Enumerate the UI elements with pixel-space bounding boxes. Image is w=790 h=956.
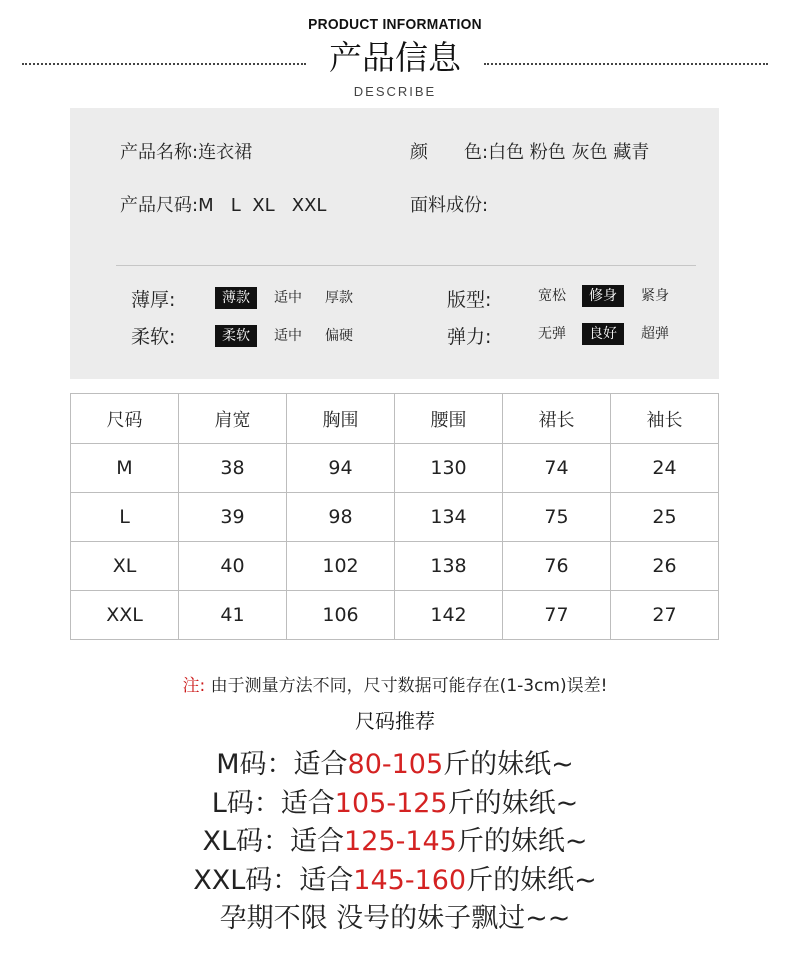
elasticity-label: 弹力: [447, 326, 492, 348]
header-dotted-line-right [484, 63, 768, 65]
softness-label: 柔软: [131, 326, 176, 348]
softness-option-1: 适中 [274, 328, 302, 344]
recommend-range: 105-125 [334, 788, 448, 819]
recommend-pre: L码：适合 [211, 788, 335, 819]
table-cell: 94 [287, 444, 395, 493]
recommend-range: 80-105 [347, 749, 444, 780]
recommend-pre: XXL码：适合 [193, 865, 354, 896]
recommend-pre: M码：适合 [216, 749, 348, 780]
table-cell: XXL [71, 591, 179, 640]
fit-option-0: 宽松 [538, 288, 566, 304]
table-cell: 138 [395, 542, 503, 591]
thickness-option-0: 薄款 [215, 287, 257, 309]
size-label: 产品尺码: [120, 195, 199, 216]
product-name-label: 产品名称: [120, 142, 199, 163]
table-cell: 102 [287, 542, 395, 591]
header-subtitle: DESCRIBE [353, 84, 437, 99]
table-cell: M [71, 444, 179, 493]
note-text: 由于测量方法不同，尺寸数据可能存在(1-3cm)误差! [205, 676, 608, 696]
table-cell: 77 [503, 591, 611, 640]
color-value: 白色 粉色 灰色 藏青 [488, 142, 650, 163]
note-prefix: 注: [182, 676, 206, 696]
recommend-line-xl [0, 819, 790, 858]
table-cell: 142 [395, 591, 503, 640]
table-cell: 106 [287, 591, 395, 640]
table-row [71, 444, 719, 493]
size-value: M L XL XXL [198, 195, 327, 216]
recommend-post: 斤的妹纸~ [443, 749, 574, 780]
thickness-label: 薄厚: [131, 289, 176, 311]
table-cell: 26 [611, 542, 719, 591]
recommend-post: 斤的妹纸~ [447, 788, 579, 819]
table-header-cell: 尺码 [71, 394, 179, 444]
fabric-label: 面料成份: [410, 195, 489, 216]
table-cell: 40 [179, 542, 287, 591]
thickness-option-1: 适中 [274, 290, 302, 306]
product-name-value: 连衣裙 [198, 142, 253, 163]
recommend-post: 斤的妹纸~ [466, 865, 597, 896]
table-cell: 130 [395, 444, 503, 493]
elasticity-option-2: 超弹 [641, 326, 669, 342]
table-header-cell: 袖长 [611, 394, 719, 444]
softness-option-0: 柔软 [215, 325, 257, 347]
recommend-range: 145-160 [353, 865, 467, 896]
fit-option-2: 紧身 [641, 288, 669, 304]
elasticity-option-1: 良好 [582, 323, 624, 345]
header-title-en: PRODUCT INFORMATION [308, 16, 482, 33]
table-header-cell: 胸围 [287, 394, 395, 444]
measurement-note [0, 671, 790, 696]
table-header-cell: 腰围 [395, 394, 503, 444]
table-header-row [71, 394, 719, 444]
table-cell: 98 [287, 493, 395, 542]
fit-label: 版型: [447, 289, 492, 311]
panel-divider [116, 265, 696, 266]
table-row [71, 591, 719, 640]
size-table [70, 393, 719, 640]
recommend-line-xxl [0, 858, 790, 897]
table-row [71, 542, 719, 591]
table-cell: 76 [503, 542, 611, 591]
table-cell: 25 [611, 493, 719, 542]
thickness-option-2: 厚款 [325, 290, 353, 306]
fit-option-1: 修身 [582, 285, 624, 307]
recommend-title: 尺码推荐 [355, 709, 435, 733]
table-cell: L [71, 493, 179, 542]
size-row [120, 191, 326, 217]
softness-option-2: 偏硬 [325, 328, 353, 344]
recommend-post: 斤的妹纸~ [456, 826, 588, 857]
table-cell: 41 [179, 591, 287, 640]
table-header-cell: 裙长 [503, 394, 611, 444]
recommend-pre: XL码：适合 [202, 826, 345, 857]
recommend-line-l [0, 781, 790, 820]
table-cell: 134 [395, 493, 503, 542]
table-cell: 38 [179, 444, 287, 493]
table-cell: 74 [503, 444, 611, 493]
header-title-cn: 产品信息 [329, 38, 461, 77]
recommend-range: 125-145 [344, 826, 457, 857]
fabric-row [410, 191, 488, 217]
table-cell: 27 [611, 591, 719, 640]
elasticity-option-0: 无弹 [538, 326, 566, 342]
table-header-cell: 肩宽 [179, 394, 287, 444]
recommend-footer: 孕期不限 没号的妹子飘过~~ [219, 903, 571, 934]
product-name-row [120, 138, 252, 164]
table-cell: 24 [611, 444, 719, 493]
color-row [410, 138, 649, 164]
table-row [71, 493, 719, 542]
color-label: 颜 色: [410, 142, 489, 163]
table-cell: XL [71, 542, 179, 591]
recommend-line-m [0, 742, 790, 781]
table-cell: 39 [179, 493, 287, 542]
table-cell: 75 [503, 493, 611, 542]
